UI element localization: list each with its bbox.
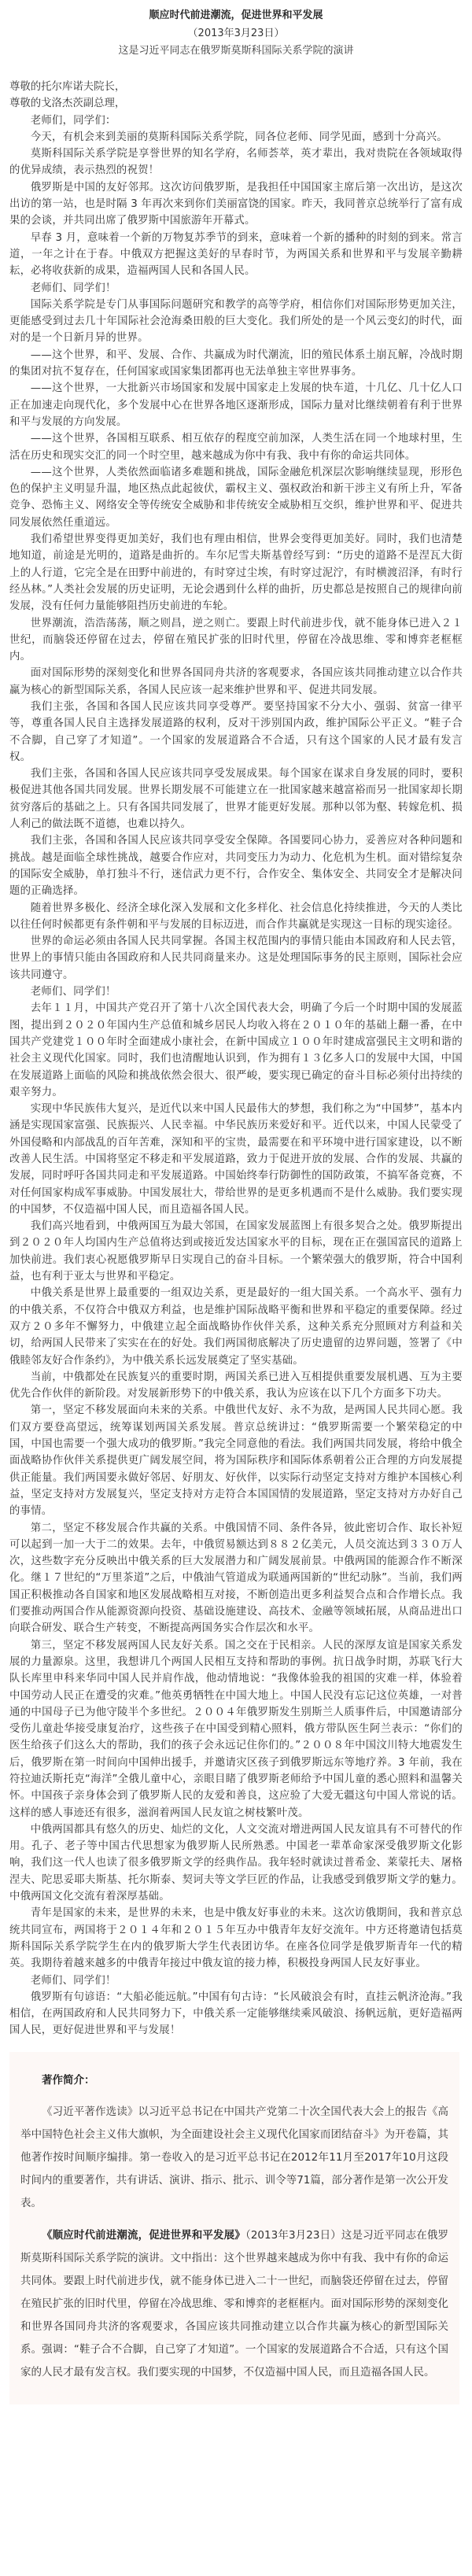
book-introduction-box [9,2052,459,2404]
paragraph: 老师们，同学们： [30,114,116,127]
paragraph: 我们主张，各国和各国人民应该共同享受安全保障。各国要同心协力，妥善应对各种问题和挑战。越是面临全球性挑战，越要合作应对，共同变压力为动力、化危机为生机。面对错综复杂的国际安全威胁，单打独斗不行，迷信武力更不行，合作安全、集体安全、共同安全才是解决问题的正确选择。 [9,835,463,898]
article-title: 顺应时代前进潮流，促进世界和平发展 [149,9,323,21]
paragraph: 中俄关系是世界上最重要的一组双边关系，更是最好的一组大国关系。一个高水平、强有力的中俄关系，不仅符合中俄双方利益，也是维护国际战略平衡和世界和平稳定的重要保障。经过双方２０多年不懈努力，中俄建立起全面战略协作伙伴关系，这种关系充分照顾对方利益和关切，给两国人民带来了实实在在的好处。我们两国彻底解决了历史遗留的边界问题，签署了《中俄睦邻友好合作条约》，为中俄关系长远发展奠定了坚实基础。 [9,1287,463,1367]
paragraph: 俄罗斯有句谚语：“大船必能远航。”中国有句古诗：“长风破浪会有时，直挂云帆济沧海。”我相信，在两国政府和人民共同努力下，中俄关系一定能够继续乘风破浪、扬帆远航，更好造福两国人民，更好促进世界和平与发展！ [9,1991,463,2037]
intro-article-title: 《顺应时代前进潮流，促进世界和平发展》 [42,2228,245,2242]
paragraph: 今天，有机会来到美丽的莫斯科国际关系学院，同各位老师、同学见面，感到十分高兴。 [30,131,448,143]
intro-paragraph: 《习近平著作选读》以习近平总书记在中国共产党第二十次全国代表大会上的报告《高举中国特色社会主义伟大旗帜，为全面建设社会主义现代化国家而团结奋斗》为开卷篇，其他著作按时间顺序编排。第一卷收入的是习近平总书记在2012年11月至2017年10月这段时间内的重要著作，共有讲话、演讲、指示、批示、训令等71篇，部分著作是第一次公开发表。 [20,2105,448,2209]
intro-heading: 著作简介： [42,2073,95,2087]
paragraph: 当前，中俄都处在民族复兴的重要时期，两国关系已进入互相提供重要发展机遇、互为主要优先合作伙伴的新阶段。对发展新形势下的中俄关系，我认为应该在以下几个方面多下功夫。 [9,1371,463,1401]
paragraph: 青年是国家的未来，是世界的未来，也是中俄友好事业的未来。这次访俄期间，我和普京总统共同宣布，两国将于２０１４年和２０１５年互办中俄青年友好交流年。中方还将邀请包括莫斯科国际关系学院学生在内的俄罗斯大学生代表团访华。在座各位同学是俄罗斯青年一代的精英。我期待着越来越多的中俄青年接过中俄友谊的接力棒，积极投身两国人民友好事业。 [9,1907,463,1970]
paragraph: 世界潮流，浩浩荡荡，顺之则昌，逆之则亡。要跟上时代前进步伐，就不能身体已进入２１世纪，而脑袋还停留在过去，停留在殖民扩张的旧时代里，停留在冷战思维、零和博弈老框框内。 [9,617,463,663]
paragraph: ——这个世界，和平、发展、合作、共赢成为时代潮流，旧的殖民体系土崩瓦解，冷战时期的集团对抗不复存在，任何国家或国家集团都再也无法单独主宰世界事务。 [9,349,463,378]
paragraph: 实现中华民族伟大复兴，是近代以来中国人民最伟大的梦想，我们称之为“中国梦”，基本内涵是实现国家富强、民族振兴、人民幸福。中华民族历来爱好和平。近代以来，中国人民蒙受了外国侵略和内部战乱的百年苦难，深知和平的宝贵，最需要在和平环境中进行国家建设，以不断改善人民生活。中国将坚定不移走和平发展道路，致力于促进开放的发展、合作的发展、共赢的发展，同时呼吁各国共同走和平发展道路。中国始终奉行防御性的国防政策，不搞军备竞赛，不对任何国家构成军事威胁。中国发展壮大，带给世界的是更多机遇而不是什么威胁。我们要实现的中国梦，不仅造福中国人民，而且造福各国人民。 [9,1103,463,1216]
intro-article-summary: （2013年3月23日）这是习近平同志在俄罗斯莫斯科国际关系学院的演讲。文中指出：这个世界越来越成为你中有我、我中有你的命运共同体。要跟上时代前进步伐，就不能身体已进入二十一世纪，而脑袋还停留在过去，停留在殖民扩张的旧时代里，停留在冷战思维、零和博弈的老框框内。面对国际形势的深刻变化和世界各国同舟共济的客观要求，各国应该共同推动建立以合作共赢为核心的新型国际关系。强调：“鞋子合不合脚，自己穿了才知道”。一个国家的发展道路合不合适，只有这个国家的人民才最有发言权。我们要实现的中国梦，不仅造福中国人民，而且造福各国人民。 [20,2228,449,2379]
paragraph: 第一，坚定不移发展面向未来的关系。中俄世代友好、永不为敌，是两国人民共同心愿。我们双方要登高望远，统筹谋划两国关系发展。普京总统讲过：“俄罗斯需要一个繁荣稳定的中国，中国也需要一个强大成功的俄罗斯。”我完全同意他的看法。我们两国共同发展，将给中俄全面战略协作伙伴关系提供更广阔发展空间，将为国际秩序和国际体系朝着公正合理的方向发展提供正能量。我们两国要永做好邻居、好朋友、好伙伴，以实际行动坚定支持对方维护本国核心利益，坚定支持对方发展复兴，坚定支持对方走符合本国国情的发展道路，坚定支持对方办好自己的事情。 [9,1404,463,1518]
paragraph: 面对国际形势的深刻变化和世界各国同舟共济的客观要求，各国应该共同推动建立以合作共赢为核心的新型国际关系，各国人民应该一起来维护世界和平、促进共同发展。 [9,667,463,696]
paragraph: 第三，坚定不移发展两国人民友好关系。国之交在于民相亲。人民的深厚友谊是国家关系发展的力量源泉。这里，我想讲几个两国人民相互支持和帮助的事例。抗日战争时期，苏联飞行大队长库里申科来华同中国人民并肩作战，他动情地说：“我像体验我的祖国的灾难一样，体验着中国劳动人民正在遭受的灾难。”他英勇牺牲在中国大地上。中国人民没有忘记这位英雄，一对普通的中国母子已为他守陵半个多世纪。２００４年俄罗斯发生别斯兰人质事件后，中国邀请部分受伤儿童赴华接受康复治疗，这些孩子在中国受到精心照料，俄方带队医生阿兰表示：“你们的医生给孩子们这么大的帮助，我们的孩子会永远记住你们的。”２００８年中国汶川特大地震发生后，俄罗斯在第一时间向中国伸出援手，并邀请灾区孩子到俄罗斯远东等地疗养。3 年前，我在符拉迪沃斯托克“海洋”全俄儿童中心，亲眼目睹了俄罗斯老师给予中国儿童的悉心照料和温馨关怀。中国孩子亲身体会到了俄罗斯人民的友爱和善良，这应验了大爱无疆这句中国人常说的话。这样的感人事迹还有很多，滋润着两国人民友谊之树枝繁叶茂。 [9,1639,463,1819]
article-subtitle: 这是习近平同志在俄罗斯莫斯科国际关系学院的演讲 [118,45,354,57]
intro-paragraph-summary [20,2224,448,2384]
paragraph: 国际关系学院是专门从事国际问题研究和教学的高等学府，相信你们对国际形势更加关注，更能感受到过去几十年国际社会沧海桑田般的巨大变化。我们所处的是一个风云变幻的时代，面对的是一个日新月异的世界。 [9,298,463,345]
paragraph: 老师们、同学们！ [30,282,116,294]
paragraph: 去年１１月，中国共产党召开了第十八次全国代表大会，明确了今后一个时期中国的发展蓝图，提出到２０２０年国内生产总值和城乡居民人均收入将在２０１０年的基础上翻一番，在中国共产党建党１００年时全面建成小康社会，在新中国成立１００年时建成富强民主文明和谐的社会主义现代化国家。同时，我们也清醒地认识到，作为拥有１３亿多人口的发展中大国，中国在发展道路上面临的风险和挑战依然会很大、很严峻，要实现已确定的奋斗目标必须付出持续的艰辛努力。 [9,1002,463,1098]
paragraph: 早春 3 月，意味着一个新的万物复苏季节的到来，意味着一个新的播种的时刻的到来。常言道，一年之计在于春。中俄双方把握这美好的早春时节，为两国关系和世界和平与发展辛勤耕耘，必将收获新的成果，造福两国人民和各国人民。 [9,231,463,278]
speech-body [9,113,463,2039]
paragraph: 我们主张，各国和各国人民应该共同享受尊严。要坚持国家不分大小、强弱、贫富一律平等，尊重各国人民自主选择发展道路的权利，反对干涉别国内政，维护国际公平正义。“鞋子合不合脚，自己穿了才知道”。一个国家的发展道路合不合适，只有这个国家的人民才最有发言权。 [9,700,463,763]
paragraph: 莫斯科国际关系学院是享誉世界的知名学府，名师荟萃，英才辈出，我对贵院在各领域取得的优异成绩，表示热烈的祝贺！ [9,148,463,177]
paragraph: 俄罗斯是中国的友好邻邦。这次访问俄罗斯，是我担任中国国家主席后第一次出访，是这次出访的第一站，也是时隔 3 年再次来到你们美丽富饶的国家。昨天，我同普京总统举行了富有成果的会谈，并共同出席了俄罗斯中国旅游年开幕式。 [9,181,463,227]
paragraph: 我们高兴地看到，中俄两国互为最大邻国，在国家发展蓝图上有很多契合之处。俄罗斯提出到２０２０年人均国内生产总值将达到或接近发达国家水平的目标，现在正在强国富民的道路上加快前进。我们衷心祝愿俄罗斯早日实现自己的奋斗目标。一个繁荣强大的俄罗斯，符合中国利益，也有利于亚太与世界和平稳定。 [9,1220,463,1283]
salutation: 尊敬的托尔库诺夫院长， [9,81,126,93]
salutation: 尊敬的戈洛杰茨副总理， [9,98,126,110]
paragraph: ——这个世界，一大批新兴市场国家和发展中国家走上发展的快车道，十几亿、几十亿人口正在加速走向现代化，多个发展中心在世界各地区逐渐形成，国际力量对比继续朝着有利于世界和平与发展的方向发展。 [9,382,463,428]
paragraph: 世界的命运必须由各国人民共同掌握。各国主权范围内的事情只能由本国政府和人民去管，世界上的事情只能由各国政府和人民共同商量来办。这是处理国际事务的民主原则，国际社会应该共同遵守。 [9,936,463,981]
paragraph: ——这个世界，各国相互联系、相互依存的程度空前加深，人类生活在同一个地球村里，生活在历史和现实交汇的同一个时空里，越来越成为你中有我、我中有你的命运共同体。 [9,433,463,462]
paragraph: 我们希望世界变得更加美好，我们也有理由相信，世界会变得更加美好。同时，我们也清楚地知道，前途是光明的，道路是曲折的。车尔尼雪夫斯基曾经写到：“历史的道路不是涅瓦大街上的人行道，它完全是在田野中前进的，有时穿过尘埃，有时穿过泥泞，有时横渡沼泽，有时行经丛林。”人类社会发展的历史证明，无论会遇到什么样的曲折，历史都总是按照自己的规律向前发展，没有任何力量能够阻挡历史前进的车轮。 [9,533,463,613]
article-date: （2013年3月23日） [187,28,285,39]
paragraph: 老师们、同学们！ [30,986,116,998]
paragraph: 老师们、同学们！ [30,1974,116,1987]
paragraph: 随着世界多极化、经济全球化深入发展和文化多样化、社会信息化持续推进，今天的人类比以往任何时候都更有条件朝和平与发展的目标迈进，而合作共赢就是实现这一目标的现实途径。 [9,902,463,931]
paragraph: 第二，坚定不移发展合作共赢的关系。中俄国情不同、条件各异，彼此密切合作、取长补短可以起到一加一大于二的效果。去年，中俄贸易额达到８８２亿美元，人员交流达到３３０万人次，这些数字充分反映出中俄关系的巨大发展潜力和广阔发展前景。中俄两国的能源合作不断深化。继１７世纪的“万里茶道”之后，中俄油气管道成为联通两国新的“世纪动脉”。当前，我们两国正积极推动各自国家和地区发展战略相互对接，不断创造出更多利益契合点和合作增长点。我们要推动两国合作从能源资源向投资、基础设施建设、高技术、金融等领域拓展，从商品进出口向联合研发、联合生产转变，不断提高两国务实合作层次和水平。 [9,1522,463,1635]
paragraph: 我们主张，各国和各国人民应该共同享受发展成果。每个国家在谋求自身发展的同时，要积极促进其他各国共同发展。世界长期发展不可能建立在一批国家越来越富裕而另一批国家却长期贫穷落后的基础之上。只有各国共同发展了，世界才能更好发展。那种以邻为壑、转嫁危机、损人利己的做法既不道德，也难以持久。 [9,768,463,831]
paragraph: ——这个世界，人类依然面临诸多难题和挑战，国际金融危机深层次影响继续显现，形形色色的保护主义明显升温，地区热点此起彼伏，霸权主义、强权政治和新干涉主义有所上升，军备竞争、恐怖主义、网络安全等传统安全威胁和非传统安全威胁相互交织，维护世界和平、促进共同发展依然任重道远。 [9,466,463,529]
paragraph: 中俄两国都具有悠久的历史、灿烂的文化，人文交流对增进两国人民友谊具有不可替代的作用。孔子、老子等中国古代思想家为俄罗斯人民所熟悉。中国老一辈革命家深受俄罗斯文化影响，我们这一代人也读了很多俄罗斯文学的经典作品。我年轻时就读过普希金、莱蒙托夫、屠格涅夫、陀思妥耶夫斯基、托尔斯泰、契诃夫等文学巨匠的作品，让我感受到俄罗斯文学的魅力。中俄两国文化交流有着深厚基础。 [9,1823,463,1903]
